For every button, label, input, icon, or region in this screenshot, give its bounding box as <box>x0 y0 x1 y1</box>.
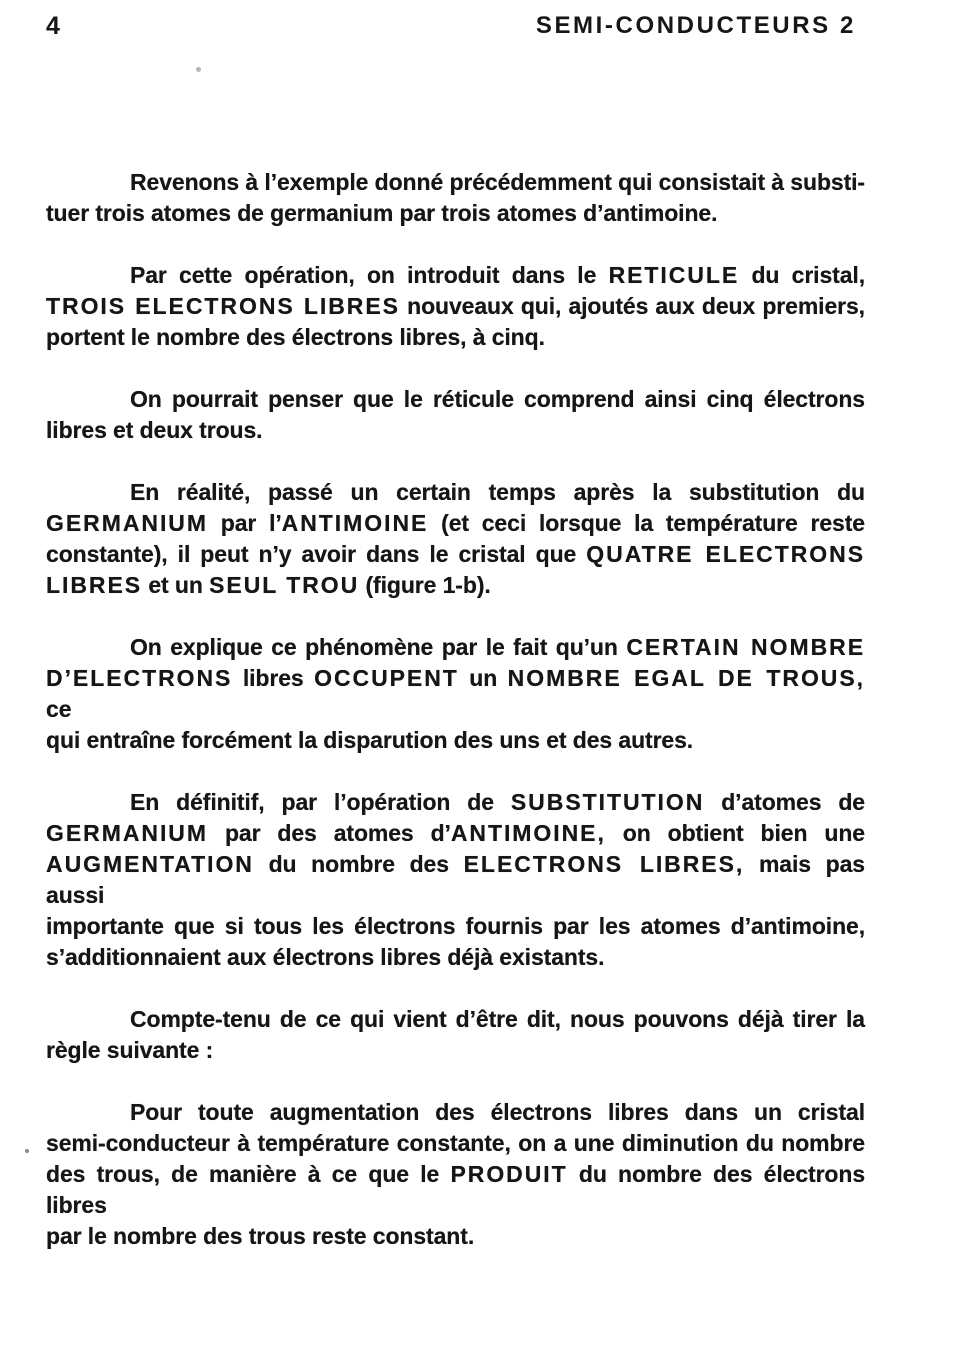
text-line <box>46 477 865 508</box>
text-line <box>46 787 865 818</box>
emphasis-caps-text: OCCUPENT <box>314 665 459 691</box>
body-text: libres <box>232 665 315 691</box>
running-title: SEMI-CONDUCTEURS 2 <box>535 12 856 39</box>
emphasis-caps-text: CERTAIN NOMBRE <box>626 634 865 660</box>
text-line <box>46 1128 865 1159</box>
body-text: Revenons à l’exemple donné précédemment qui consistait à substi- <box>130 169 865 195</box>
body-text: règle suivante : <box>46 1037 214 1063</box>
paragraph <box>46 1004 865 1066</box>
emphasis-caps-text: RETICULE <box>608 262 740 288</box>
text-line <box>46 322 865 353</box>
text-line <box>46 632 865 663</box>
paragraph <box>46 787 865 973</box>
body-text: En définitif, par l’opération de <box>130 789 511 815</box>
emphasis-caps-text: ANTIMOINE, <box>450 820 606 846</box>
body-text: et un <box>142 572 210 598</box>
emphasis-caps-text: ANTIMOINE <box>281 510 429 536</box>
body-text: nouveaux qui, ajoutés aux deux premiers, <box>399 293 865 319</box>
body-text: un <box>458 665 508 691</box>
text-body <box>46 167 865 1283</box>
emphasis-caps-text: QUATRE ELECTRONS <box>586 541 865 567</box>
body-text: d’atomes de <box>704 789 865 815</box>
text-line <box>46 291 865 322</box>
page-header <box>46 12 856 41</box>
body-text: En réalité, passé un certain temps après la substitution du <box>130 479 865 505</box>
page-number: 4 <box>46 12 61 40</box>
emphasis-caps-text: NOMBRE EGAL DE TROUS, <box>507 665 866 691</box>
body-text: des trous, de manière à ce que le <box>46 1161 451 1187</box>
body-text: Compte-tenu de ce qui vient d’être dit, nous pouvons déjà tirer la <box>130 1006 865 1032</box>
emphasis-caps-text: GERMANIUM <box>46 510 208 536</box>
text-line <box>46 849 865 911</box>
paragraph <box>46 167 865 229</box>
body-text: tuer trois atomes de germanium par trois atomes d’antimoine. <box>46 200 718 226</box>
body-text: (et ceci lorsque la température reste <box>428 510 865 536</box>
scan-speck-top <box>196 67 201 72</box>
text-line <box>46 1221 865 1252</box>
body-text: On pourrait penser que le réticule comprend ainsi cinq électrons <box>130 386 865 412</box>
body-text: libres et deux trous. <box>46 417 263 443</box>
body-text: par des atomes d’ <box>207 820 451 846</box>
text-line <box>46 384 865 415</box>
text-line <box>46 1097 865 1128</box>
paragraph <box>46 260 865 353</box>
body-text: du nombre des <box>253 851 464 877</box>
text-line <box>46 167 865 198</box>
text-line <box>46 1159 865 1221</box>
text-line <box>46 725 865 756</box>
body-text: constante), il peut n’y avoir dans le cristal que <box>46 541 587 567</box>
text-line <box>46 415 865 446</box>
text-line <box>46 942 865 973</box>
emphasis-caps-text: GERMANIUM <box>46 820 208 846</box>
text-line <box>46 508 865 539</box>
text-line <box>46 911 865 942</box>
text-line <box>46 1004 865 1035</box>
emphasis-caps-text: PRODUIT <box>450 1161 568 1187</box>
body-text: ce <box>46 696 72 722</box>
text-line <box>46 539 865 570</box>
paragraph <box>46 384 865 446</box>
body-text: s’additionnaient aux électrons libres déjà existants. <box>46 944 605 970</box>
text-line <box>46 1035 865 1066</box>
body-text: portent le nombre des électrons libres, à cinq. <box>46 324 545 350</box>
body-text: par l’ <box>207 510 282 536</box>
body-text: qui entraîne forcément la disparution des uns et des autres. <box>46 727 694 753</box>
scan-speck-bottom <box>25 1149 29 1153</box>
body-text: On explique ce phénomène par le fait qu’un <box>130 634 627 660</box>
emphasis-caps-text: D’ELECTRONS <box>46 665 233 691</box>
emphasis-caps-text: TROIS ELECTRONS LIBRES <box>46 293 400 319</box>
emphasis-caps-text: SUBSTITUTION <box>510 789 705 815</box>
body-text: (figure 1-b). <box>359 572 491 598</box>
body-text: importante que si tous les électrons fournis par les atomes d’antimoine, <box>46 913 865 939</box>
body-text: par le nombre des trous reste constant. <box>46 1223 475 1249</box>
emphasis-caps-text: AUGMENTATION <box>46 851 254 877</box>
emphasis-caps-text: LIBRES <box>46 572 143 598</box>
text-line <box>46 570 865 601</box>
paragraph <box>46 1097 865 1252</box>
text-line <box>46 663 865 725</box>
body-text: du cristal, <box>739 262 865 288</box>
body-text: Par cette opération, on introduit dans le <box>130 262 609 288</box>
body-text: on obtient bien une <box>605 820 865 846</box>
body-text: mais pas aussi <box>46 851 865 908</box>
paragraph <box>46 632 865 756</box>
body-text: Pour toute augmentation des électrons libres dans un cristal <box>130 1099 865 1125</box>
text-line <box>46 260 865 291</box>
body-text: du nombre des électrons libres <box>46 1161 866 1218</box>
text-line <box>46 818 865 849</box>
paragraph <box>46 477 865 601</box>
body-text: semi-conducteur à température constante, on a une diminution du nombre <box>46 1130 865 1156</box>
emphasis-caps-text: ELECTRONS LIBRES, <box>463 851 745 877</box>
emphasis-caps-text: SEUL TROU <box>209 572 360 598</box>
text-line <box>46 198 865 229</box>
